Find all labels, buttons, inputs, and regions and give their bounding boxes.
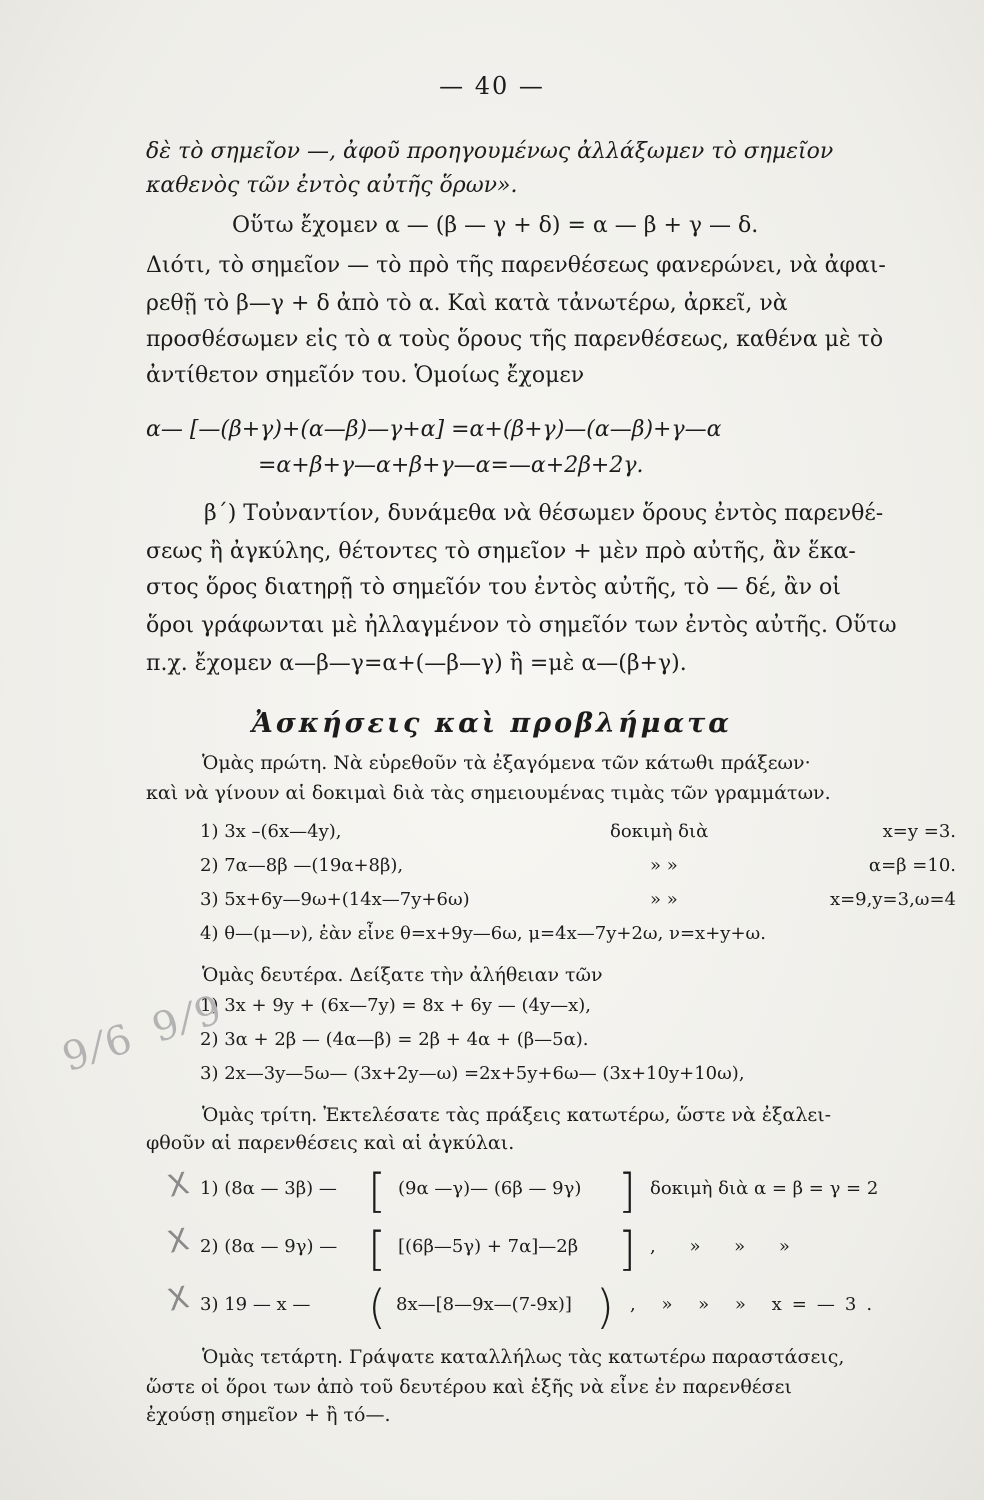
exercise-tail: , » » » x=—3. xyxy=(630,1294,883,1315)
exercise-tail: δοκιμὴ διὰ α = β = γ = 2 xyxy=(650,1178,879,1199)
group4-line: ἐχούσῃ σημεῖον + ἢ τό—. xyxy=(146,1404,391,1426)
beta-line: β΄) Τοὐναντίον, δυνάμεθα νὰ θέσωμεν ὅρους ἐντὸς παρενθέ- xyxy=(204,501,884,526)
exercise-expression: 2) 7α—8β —(19α+8β), xyxy=(200,855,404,876)
exercise-expression: 3) 5x+6y—9ω+(14x—7y+6ω) xyxy=(200,889,470,910)
intro-line: καθενὸς τῶν ἐντὸς αὐτῆς ὅρων». xyxy=(146,173,518,198)
exercise-inner: [(6β—5γ) + 7α]—2β xyxy=(398,1236,579,1257)
open-bracket: [ xyxy=(368,1222,386,1276)
open-bracket: [ xyxy=(368,1164,386,1218)
beta-line: π.χ. ἔχομεν α—β—γ=α+(—β—γ) ἢ =μὲ α—(β+γ). xyxy=(146,651,687,676)
equation-line: α— [—(β+γ)+(α—β)—γ+α] =α+(β+γ)—(α—β)+γ—α xyxy=(146,417,722,442)
exercise-lead: 2) (8α — 9γ) — xyxy=(200,1236,338,1257)
exercise-row xyxy=(200,818,956,846)
page-number: — 40 — xyxy=(439,72,545,100)
exercise-row: 3) 2x—3y—5ω— (3x+2y—ω) =2x+5y+6ω— (3x+10y+10ω), xyxy=(200,1063,745,1084)
intro-line: Οὕτω ἔχομεν α — (β — γ + δ) = α — β + γ — δ. xyxy=(232,213,759,238)
exercise-ditto: » » xyxy=(650,889,678,910)
exercise-row xyxy=(200,852,956,880)
close-bracket: ] xyxy=(618,1164,636,1218)
group4-line: ὥστε οἱ ὅροι των ἀπὸ τοῦ δευτέρου καὶ ἑξῆς νὰ εἶνε ἐν παρενθέσει xyxy=(146,1376,792,1398)
group3-title-line: Ὁμὰς τρίτη. Ἐκτελέσατε τὰς πράξεις κατωτέρω, ὥστε νὰ ἐξαλει- xyxy=(202,1104,832,1126)
intro-line: προσθέσωμεν εἰς τὸ α τοὺς ὅρους τῆς παρενθέσεως, καθένα μὲ τὸ xyxy=(146,327,884,352)
intro-line: ρεθῇ τὸ β—γ + δ ἀπὸ τὸ α. Καὶ κατὰ τἀνωτέρω, ἀρκεῖ, νὰ xyxy=(146,291,788,316)
margin-pencil-note: 9⁄6 9⁄9 xyxy=(57,984,233,1082)
pencil-x-mark: X xyxy=(164,1280,192,1319)
exercise-ditto: » » xyxy=(650,855,678,876)
exercise-inner: 8x—[8—9x—(7-9x)] xyxy=(396,1294,572,1315)
group4-title-line: Ὁμὰς τετάρτη. Γράψατε καταλλήλως τὰς κατωτέρω παραστάσεις, xyxy=(202,1346,845,1368)
exercise-tail: , » » » xyxy=(650,1236,804,1257)
section-heading: Ἀσκήσεις καὶ προβλήματα xyxy=(251,708,733,739)
exercise-inner: (9α —γ)— (6β — 9γ) xyxy=(398,1178,582,1199)
beta-line: ὅροι γράφωνται μὲ ἠλλαγμένον τὸ σημεῖόν των ἐντὸς αὐτῆς. Οὕτω xyxy=(146,613,897,638)
bracket-exercise xyxy=(200,1220,960,1280)
exercise-row: 2) 3α + 2β — (4α—β) = 2β + 4α + (β—5α). xyxy=(200,1029,589,1050)
group1-line: καὶ νὰ γίνουν αἱ δοκιμαὶ διὰ τὰς σημειουμένας τιμὰς τῶν γραμμάτων. xyxy=(146,782,831,804)
bracket-exercise xyxy=(200,1278,960,1338)
exercise-values: α=β =10. xyxy=(868,855,956,876)
exercise-row: 1) 3x + 9y + (6x—7y) = 8x + 6y — (4y—x), xyxy=(200,995,591,1016)
beta-line: στος ὅρος διατηρῇ τὸ σημεῖόν του ἐντὸς αὐτῆς, τὸ — δέ, ἂν οἱ xyxy=(146,575,841,600)
exercise-row: 4) θ—(μ—ν), ἐὰν εἶνε θ=x+9y—6ω, μ=4x—7y+2ω, ν=x+y+ω. xyxy=(200,923,766,944)
exercise-lead: 1) (8α — 3β) — xyxy=(200,1178,337,1199)
group3-line: φθοῦν αἱ παρενθέσεις καὶ αἱ ἀγκύλαι. xyxy=(146,1132,515,1154)
exercise-expression: 1) 3x –(6x—4y), xyxy=(200,821,342,842)
group2-title-line: Ὁμὰς δευτέρα. Δείξατε τὴν ἀλήθειαν τῶν xyxy=(202,964,603,986)
bracket-exercise xyxy=(200,1162,960,1222)
intro-line: Διότι, τὸ σημεῖον — τὸ πρὸ τῆς παρενθέσεως φανερώνει, νὰ ἀφαι- xyxy=(146,253,886,278)
close-bracket: ] xyxy=(618,1222,636,1276)
exercise-row xyxy=(200,886,956,914)
exercise-values: x=y =3. xyxy=(882,821,956,842)
pencil-x-mark: X xyxy=(164,1222,192,1261)
group1-title-line: Ὁμὰς πρώτη. Νὰ εὑρεθοῦν τὰ ἐξαγόμενα τῶν κάτωθι πράξεων· xyxy=(202,752,811,774)
intro-line: δὲ τὸ σημεῖον —, ἀφοῦ προηγουμένως ἀλλάξωμεν τὸ σημεῖον xyxy=(146,139,834,164)
exercise-lead: 3) 19 — x — xyxy=(200,1294,311,1315)
open-paren: ( xyxy=(368,1280,386,1334)
close-paren: ) xyxy=(596,1280,614,1334)
equation-line: =α+β+γ—α+β+γ—α=—α+2β+2γ. xyxy=(258,453,644,478)
intro-line: ἀντίθετον σημεῖόν του. Ὁμοίως ἔχομεν xyxy=(146,363,585,388)
exercise-values: x=9,y=3,ω=4 xyxy=(829,889,956,910)
exercise-check-label: δοκιμὴ διὰ xyxy=(610,821,709,842)
beta-line: σεως ἢ ἀγκύλης, θέτοντες τὸ σημεῖον + μὲν πρὸ αὐτῆς, ἂν ἕκα- xyxy=(146,539,856,564)
pencil-x-mark: X xyxy=(164,1166,192,1205)
